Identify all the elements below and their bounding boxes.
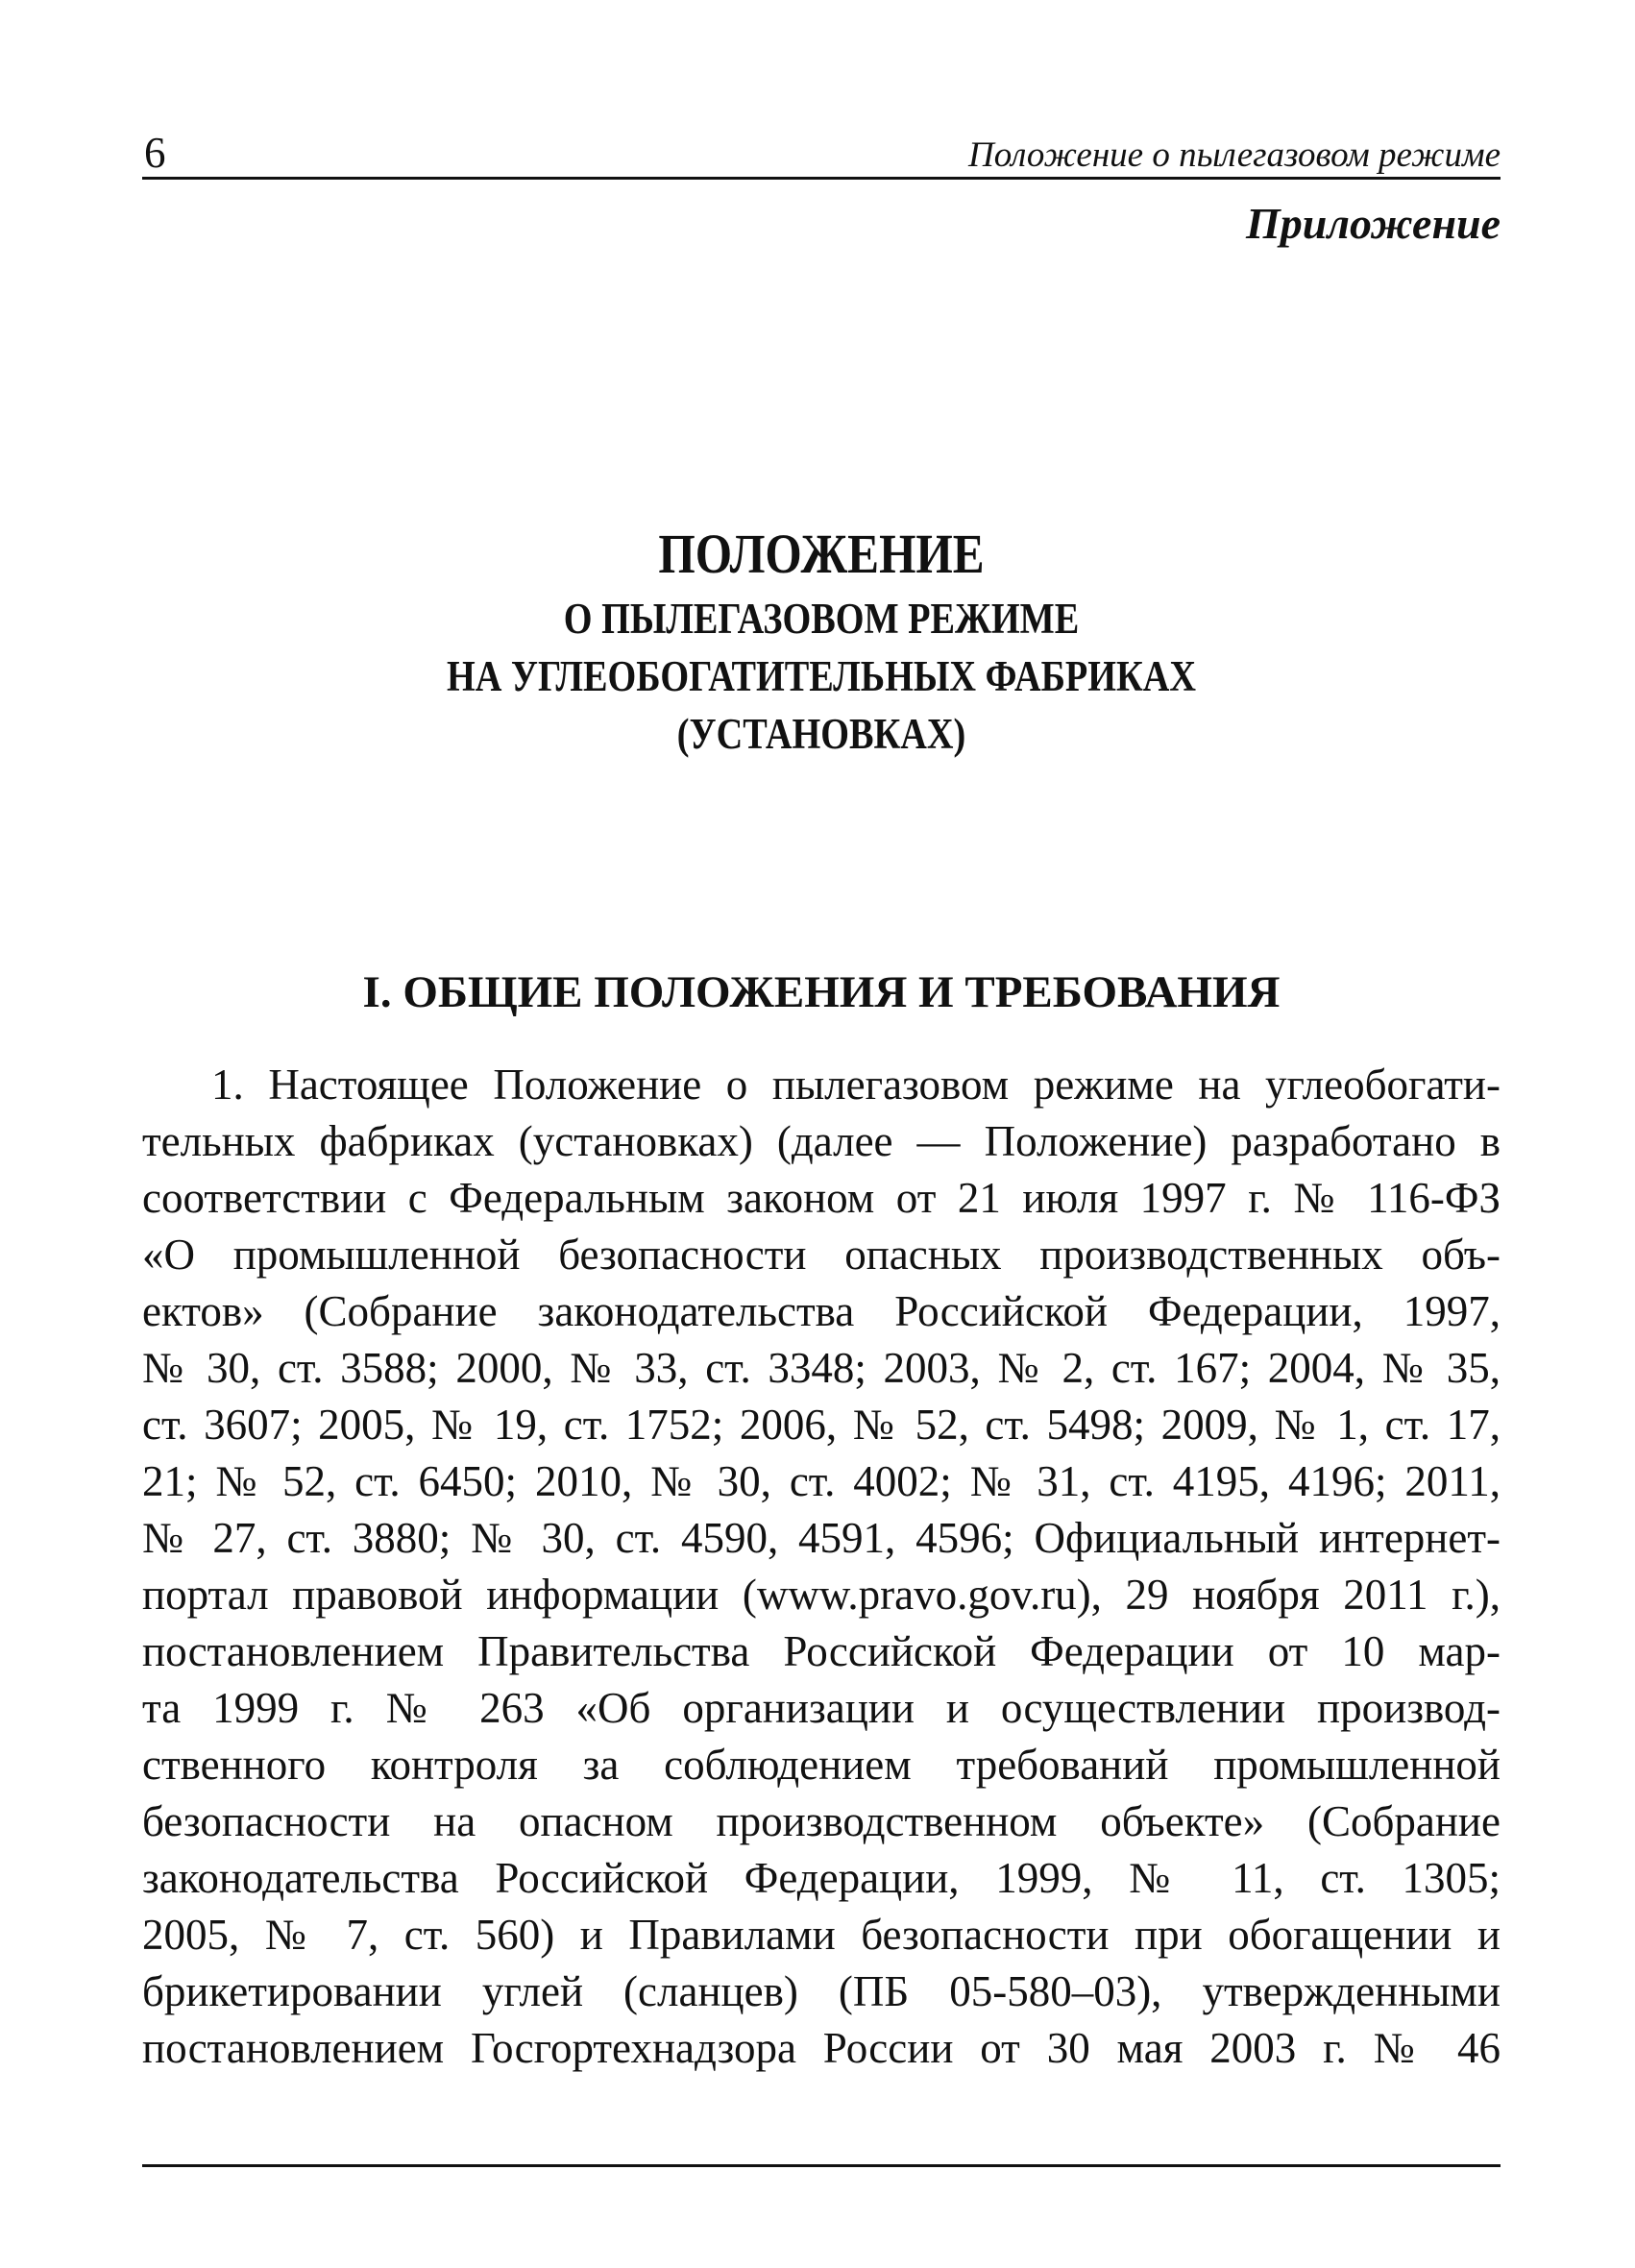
appendix-label: Приложение [1246, 199, 1501, 248]
paragraph-line: № 30, ст. 3588; 2000, № 33, ст. 3348; 2003, № 2, ст. 167; 2004, № 35, [142, 1344, 1501, 1392]
paragraph-line: ст. 3607; 2005, № 19, ст. 1752; 2006, № 52, ст. 5498; 2009, № 1, ст. 17, [142, 1401, 1501, 1449]
footnote-divider [142, 2164, 1501, 2167]
paragraph-line: законодательства Российской Федерации, 1999, № 11, ст. 1305; [142, 1854, 1501, 1902]
paragraph-line: соответствии с Федеральным законом от 21 июля 1997 г. № 116-ФЗ [142, 1174, 1501, 1222]
page-number: 6 [144, 129, 166, 177]
paragraph-1 [142, 1057, 1501, 2077]
document-subtitle-line-1: О ПЫЛЕГАЗОВОМ РЕЖИМЕ [563, 595, 1080, 643]
running-header [142, 123, 1501, 180]
paragraph-line: постановлением Госгортехнадзора России от 30 мая 2003 г. № 46 [142, 2024, 1501, 2072]
paragraph-line: портал правовой информации (www.pravo.gov.ru), 29 ноября 2011 г.), [142, 1571, 1501, 1619]
paragraph-line: постановлением Правительства Российской Федерации от 10 мар- [142, 1627, 1501, 1675]
section-heading: I. ОБЩИЕ ПОЛОЖЕНИЯ И ТРЕБОВАНИЯ [362, 967, 1281, 1017]
paragraph-line: ектов» (Собрание законодательства Российской Федерации, 1997, [142, 1287, 1501, 1335]
paragraph-line: 1. Настоящее Положение о пылегазовом режиме на углеобогати- [211, 1061, 1501, 1109]
paragraph-line: № 27, ст. 3880; № 30, ст. 4590, 4591, 4596; Официальный интернет- [142, 1514, 1501, 1562]
paragraph-line: брикетировании углей (сланцев) (ПБ 05-580–03), утвержденными [142, 1967, 1501, 2015]
paragraph-line: 2005, № 7, ст. 560) и Правилами безопасности при обогащении и [142, 1911, 1501, 1959]
paragraph-line: тельных фабриках (установках) (далее — Положение) разработано в [142, 1117, 1501, 1165]
paragraph-line: «О промышленной безопасности опасных производственных объ- [142, 1231, 1501, 1279]
paragraph-line: ственного контроля за соблюдением требований промышленной [142, 1741, 1501, 1789]
paragraph-line: 21; № 52, ст. 6450; 2010, № 30, ст. 4002; № 31, ст. 4195, 4196; 2011, [142, 1457, 1501, 1505]
running-title: Положение о пылегазовом режиме [968, 135, 1501, 175]
paragraph-line: та 1999 г. № 263 «Об организации и осуществлении производ- [142, 1684, 1501, 1732]
paragraph-line: безопасности на опасном производственном объекте» (Собрание [142, 1797, 1501, 1845]
document-title: ПОЛОЖЕНИЕ [658, 523, 985, 585]
document-subtitle-line-3: (УСТАНОВКАХ) [676, 710, 966, 758]
document-subtitle-line-2: НА УГЛЕОБОГАТИТЕЛЬНЫХ ФАБРИКАХ [446, 652, 1197, 700]
